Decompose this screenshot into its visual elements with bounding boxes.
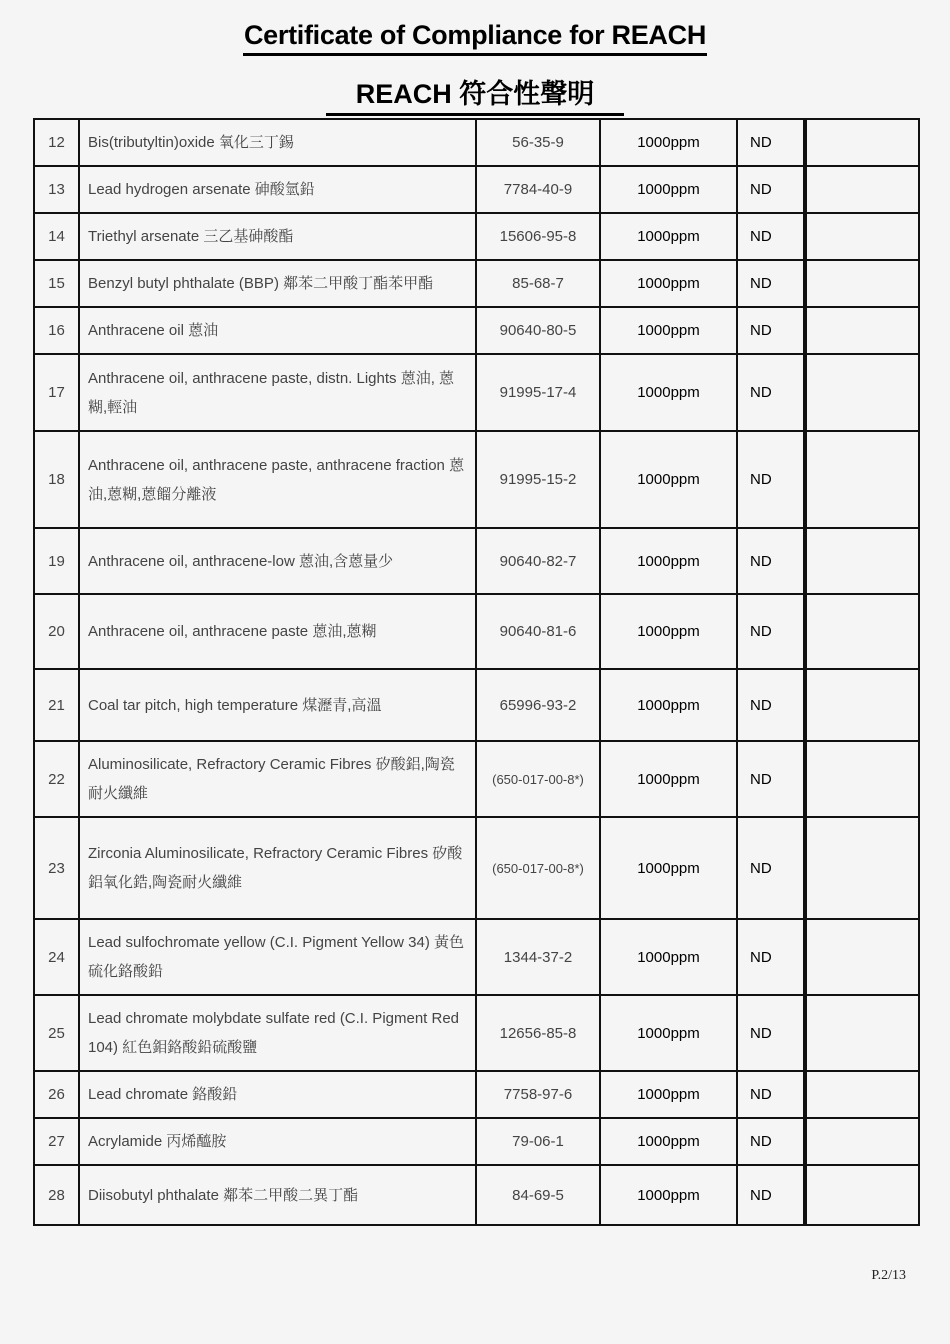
- title-english-text: Certificate of Compliance for REACH: [243, 20, 707, 56]
- remarks-cell: [805, 995, 919, 1071]
- cas-number: 91995-15-2: [476, 431, 600, 528]
- table-row: [34, 817, 919, 919]
- row-number: 18: [34, 431, 79, 528]
- substance-name: Lead sulfochromate yellow (C.I. Pigment Yellow 34) 黃色硫化鉻酸鉛: [79, 919, 476, 995]
- cas-number: 79-06-1: [476, 1118, 600, 1165]
- cas-number: 7758-97-6: [476, 1071, 600, 1118]
- remarks-cell: [805, 307, 919, 354]
- row-number: 13: [34, 166, 79, 213]
- limit-value: 1000ppm: [600, 354, 737, 431]
- test-result: ND: [737, 166, 805, 213]
- cas-number: 56-35-9: [476, 119, 600, 166]
- limit-value: 1000ppm: [600, 594, 737, 669]
- limit-value: 1000ppm: [600, 213, 737, 260]
- substance-name: Lead hydrogen arsenate 砷酸氫鉛: [79, 166, 476, 213]
- remarks-cell: [805, 1071, 919, 1118]
- substance-name: Benzyl butyl phthalate (BBP) 鄰苯二甲酸丁酯苯甲酯: [79, 260, 476, 307]
- cas-number: 84-69-5: [476, 1165, 600, 1225]
- page-number: P.2/13: [871, 1268, 906, 1283]
- remarks-cell: [805, 919, 919, 995]
- test-result: ND: [737, 354, 805, 431]
- table-row: [34, 1071, 919, 1118]
- test-result: ND: [737, 741, 805, 817]
- table-row: [34, 119, 919, 166]
- limit-value: 1000ppm: [600, 1118, 737, 1165]
- cas-number: 90640-81-6: [476, 594, 600, 669]
- limit-value: 1000ppm: [600, 1071, 737, 1118]
- cas-number: 12656-85-8: [476, 995, 600, 1071]
- row-number: 22: [34, 741, 79, 817]
- table-row: [34, 1165, 919, 1225]
- substance-name: Aluminosilicate, Refractory Ceramic Fibres 矽酸鋁,陶瓷耐火纖維: [79, 741, 476, 817]
- test-result: ND: [737, 669, 805, 741]
- cas-number: 90640-82-7: [476, 528, 600, 594]
- row-number: 21: [34, 669, 79, 741]
- table-row: [34, 995, 919, 1071]
- substance-name: Diisobutyl phthalate 鄰苯二甲酸二異丁酯: [79, 1165, 476, 1225]
- test-result: ND: [737, 307, 805, 354]
- cas-number: 15606-95-8: [476, 213, 600, 260]
- remarks-cell: [805, 260, 919, 307]
- row-number: 14: [34, 213, 79, 260]
- test-result: ND: [737, 213, 805, 260]
- test-result: ND: [737, 817, 805, 919]
- row-number: 15: [34, 260, 79, 307]
- row-number: 28: [34, 1165, 79, 1225]
- test-result: ND: [737, 1118, 805, 1165]
- remarks-cell: [805, 669, 919, 741]
- title-english: [0, 20, 950, 56]
- substance-name: Anthracene oil, anthracene paste, anthracene fraction 蒽油,蒽糊,蒽餾分離液: [79, 431, 476, 528]
- limit-value: 1000ppm: [600, 166, 737, 213]
- table-row: [34, 431, 919, 528]
- test-result: ND: [737, 1071, 805, 1118]
- limit-value: 1000ppm: [600, 669, 737, 741]
- cas-number: 7784-40-9: [476, 166, 600, 213]
- remarks-cell: [805, 741, 919, 817]
- cas-number: (650-017-00-8*): [476, 741, 600, 817]
- table-row: [34, 260, 919, 307]
- row-number: 24: [34, 919, 79, 995]
- substance-name: Bis(tributyltin)oxide 氧化三丁錫: [79, 119, 476, 166]
- row-number: 19: [34, 528, 79, 594]
- limit-value: 1000ppm: [600, 1165, 737, 1225]
- remarks-cell: [805, 817, 919, 919]
- remarks-cell: [805, 1118, 919, 1165]
- limit-value: 1000ppm: [600, 307, 737, 354]
- substance-name: Anthracene oil, anthracene paste, distn. Lights 蒽油, 蒽糊,輕油: [79, 354, 476, 431]
- substance-name: Lead chromate 鉻酸鉛: [79, 1071, 476, 1118]
- substance-name: Coal tar pitch, high temperature 煤瀝青,高溫: [79, 669, 476, 741]
- limit-value: 1000ppm: [600, 260, 737, 307]
- title-chinese: [0, 72, 950, 116]
- cas-number: 1344-37-2: [476, 919, 600, 995]
- test-result: ND: [737, 260, 805, 307]
- remarks-cell: [805, 119, 919, 166]
- remarks-cell: [805, 166, 919, 213]
- row-number: 27: [34, 1118, 79, 1165]
- test-result: ND: [737, 919, 805, 995]
- substance-table-body: [34, 119, 919, 1225]
- row-number: 12: [34, 119, 79, 166]
- cas-number: 91995-17-4: [476, 354, 600, 431]
- limit-value: 1000ppm: [600, 817, 737, 919]
- row-number: 26: [34, 1071, 79, 1118]
- cas-number: 65996-93-2: [476, 669, 600, 741]
- row-number: 23: [34, 817, 79, 919]
- limit-value: 1000ppm: [600, 995, 737, 1071]
- limit-value: 1000ppm: [600, 528, 737, 594]
- substance-name: Anthracene oil, anthracene paste 蒽油,蒽糊: [79, 594, 476, 669]
- test-result: ND: [737, 119, 805, 166]
- cas-number: 85-68-7: [476, 260, 600, 307]
- cas-number: (650-017-00-8*): [476, 817, 600, 919]
- test-result: ND: [737, 1165, 805, 1225]
- substance-name: Lead chromate molybdate sulfate red (C.I. Pigment Red 104) 紅色鉬鉻酸鉛硫酸鹽: [79, 995, 476, 1071]
- remarks-cell: [805, 213, 919, 260]
- remarks-cell: [805, 431, 919, 528]
- table-row: [34, 1118, 919, 1165]
- limit-value: 1000ppm: [600, 431, 737, 528]
- remarks-cell: [805, 354, 919, 431]
- table-row: [34, 213, 919, 260]
- substance-name: Acrylamide 丙烯醯胺: [79, 1118, 476, 1165]
- test-result: ND: [737, 995, 805, 1071]
- title-chinese-text: REACH 符合性聲明: [326, 72, 625, 116]
- table-row: [34, 307, 919, 354]
- table-row: [34, 741, 919, 817]
- table-row: [34, 528, 919, 594]
- cas-number: 90640-80-5: [476, 307, 600, 354]
- substance-name: Anthracene oil, anthracene-low 蒽油,含蒽量少: [79, 528, 476, 594]
- row-number: 17: [34, 354, 79, 431]
- remarks-cell: [805, 1165, 919, 1225]
- row-number: 25: [34, 995, 79, 1071]
- remarks-cell: [805, 528, 919, 594]
- limit-value: 1000ppm: [600, 119, 737, 166]
- table-row: [34, 919, 919, 995]
- table-row: [34, 354, 919, 431]
- limit-value: 1000ppm: [600, 919, 737, 995]
- remarks-cell: [805, 594, 919, 669]
- test-result: ND: [737, 431, 805, 528]
- table-row: [34, 669, 919, 741]
- table-row: [34, 166, 919, 213]
- limit-value: 1000ppm: [600, 741, 737, 817]
- row-number: 20: [34, 594, 79, 669]
- table-row: [34, 594, 919, 669]
- row-number: 16: [34, 307, 79, 354]
- substance-name: Anthracene oil 蒽油: [79, 307, 476, 354]
- test-result: ND: [737, 528, 805, 594]
- substance-name: Zirconia Aluminosilicate, Refractory Ceramic Fibres 矽酸鋁氧化鋯,陶瓷耐火纖維: [79, 817, 476, 919]
- substance-name: Triethyl arsenate 三乙基砷酸酯: [79, 213, 476, 260]
- test-result: ND: [737, 594, 805, 669]
- substance-table: [33, 118, 920, 1226]
